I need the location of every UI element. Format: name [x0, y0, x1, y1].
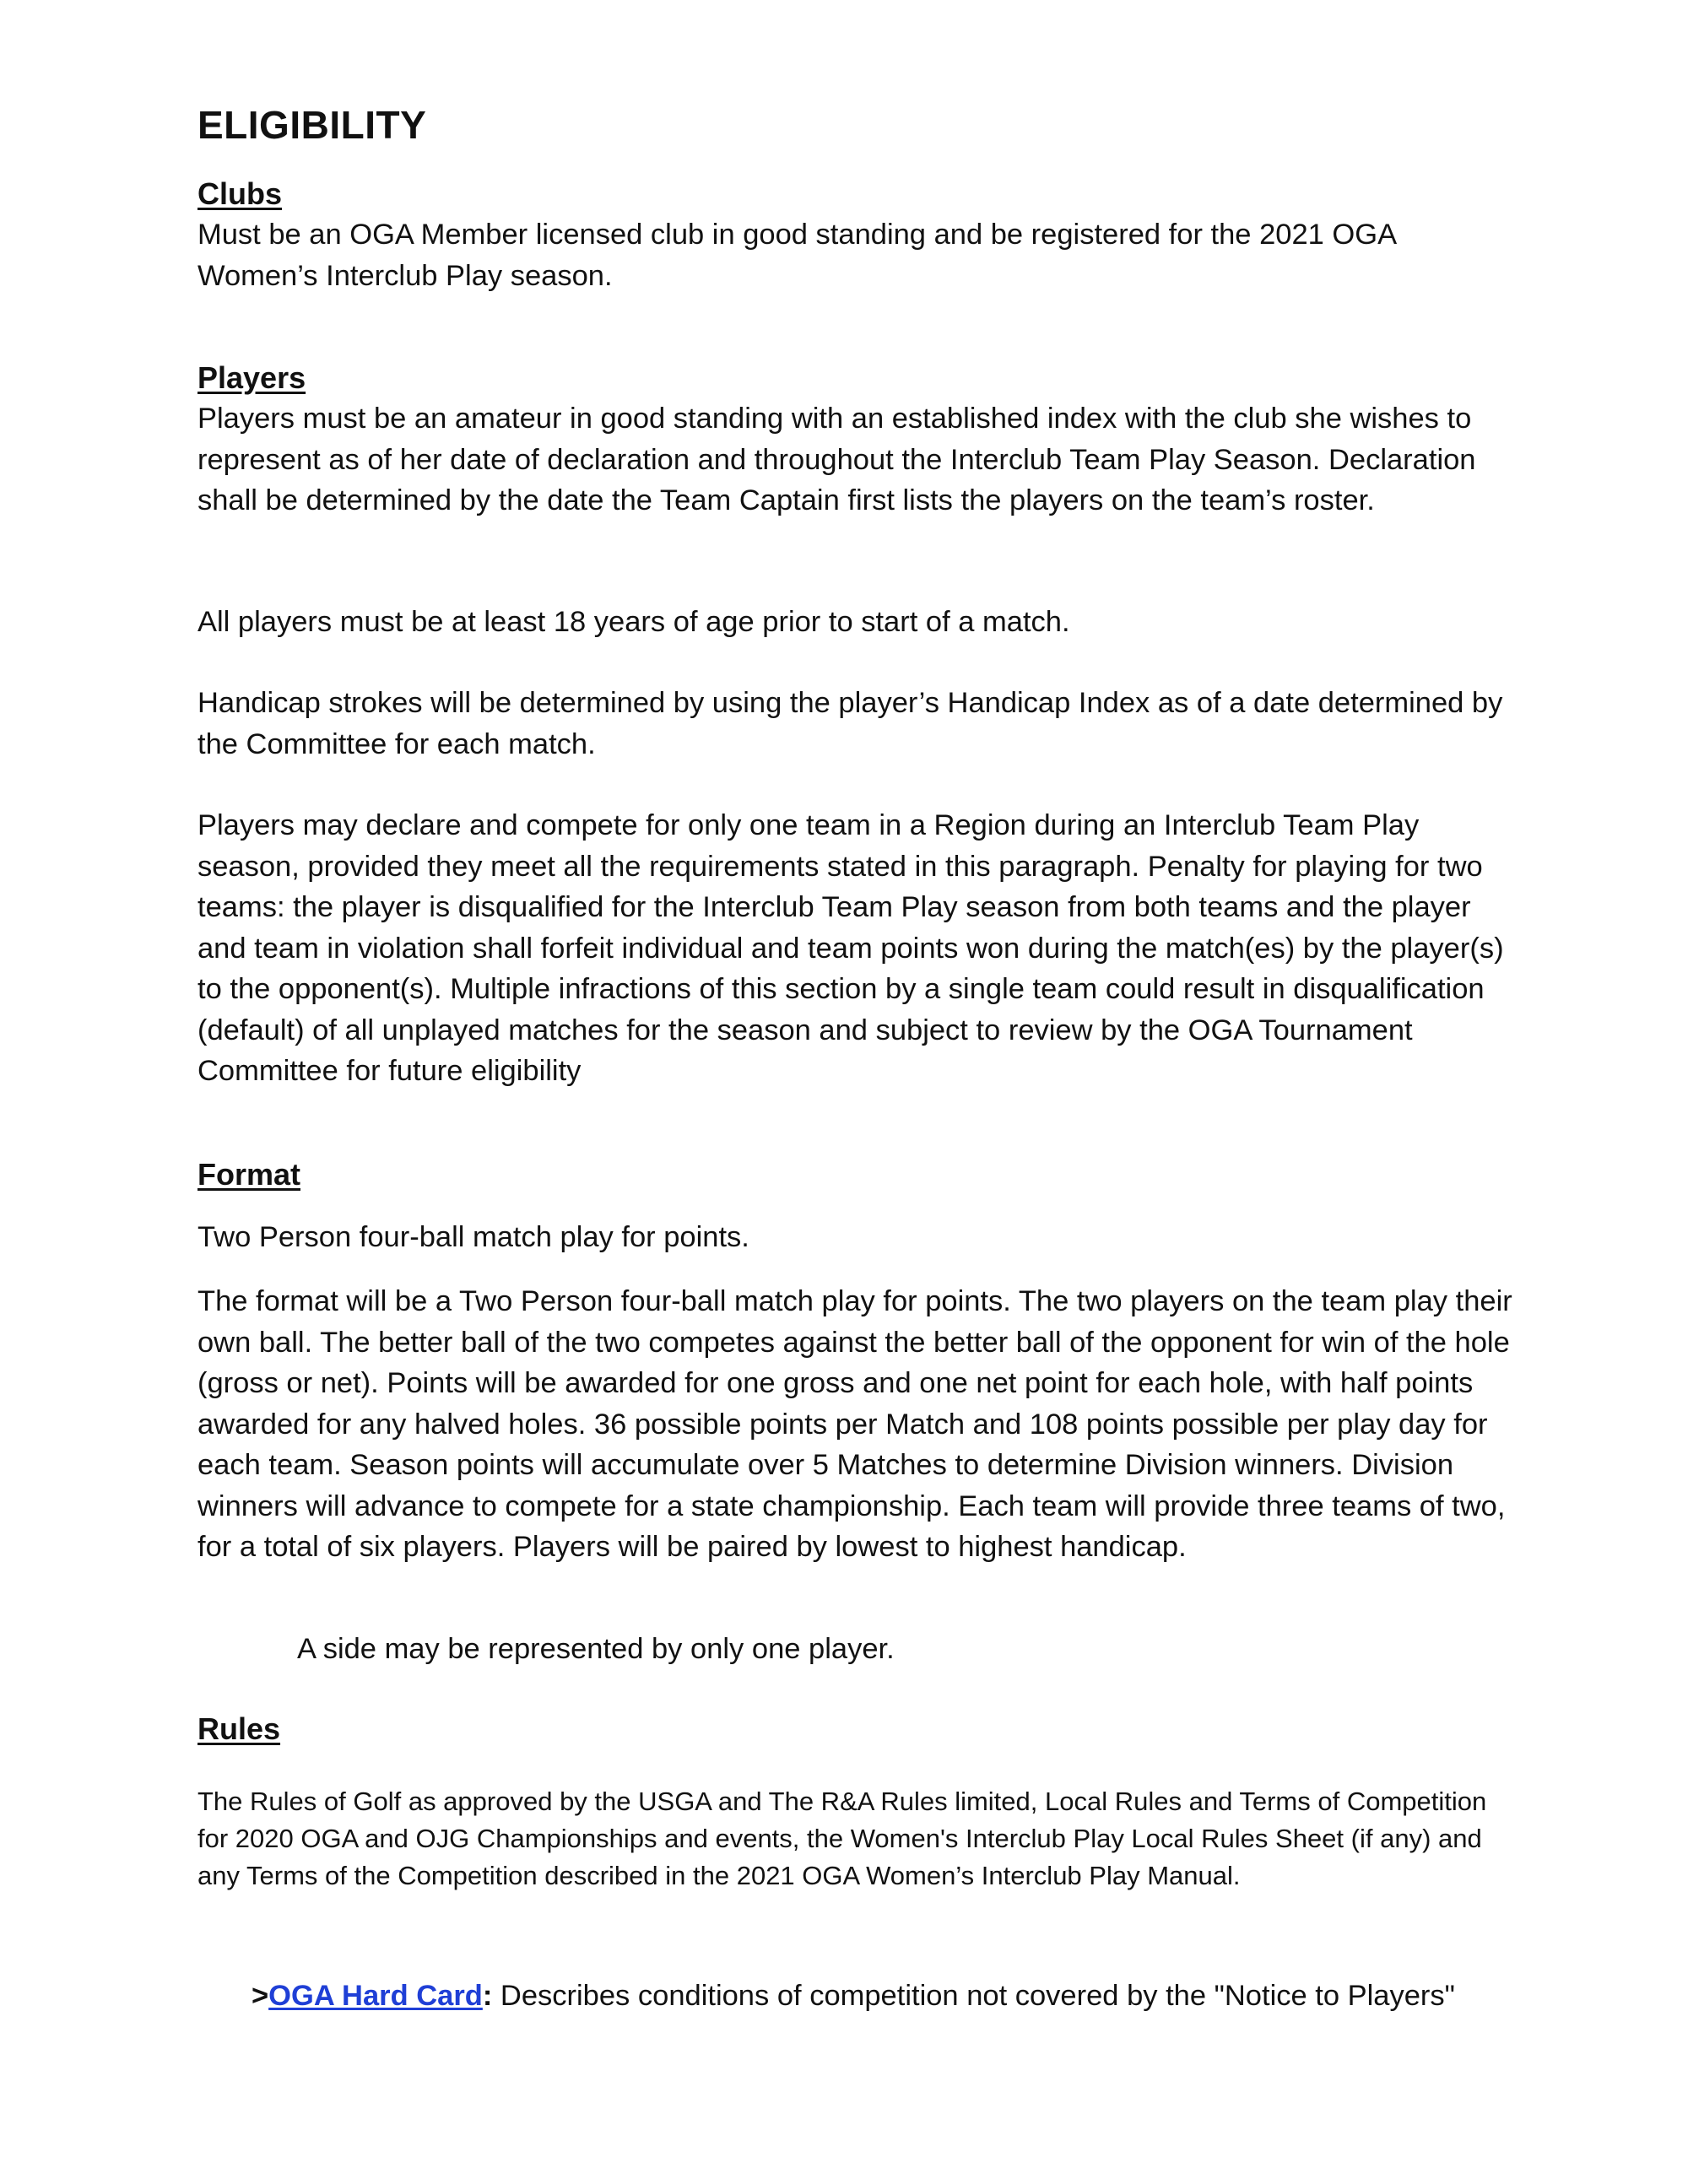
oga-hard-card-link[interactable]: OGA Hard Card	[268, 1980, 483, 2012]
hard-card-line	[197, 1976, 1514, 2017]
rules-heading: Rules	[197, 1711, 281, 1746]
format-paragraph-3: A side may be represented by only one player.	[297, 1633, 895, 1665]
players-paragraph-3: Handicap strokes will be determined by using the player’s Handicap Index as of a date determined by the Committee for each match.	[197, 687, 1503, 760]
rules-text: The Rules of Golf as approved by the USGA and The R&A Rules limited, Local Rules and Terms of Competition for 2020 OGA and OJG Championships and events, the Women's Interclub Play Local Rules Sheet (if any) and any Terms of the Competition described in the 2021 OGA Women’s Interclub Play Manual.	[197, 1787, 1487, 1890]
format-paragraph-2: The format will be a Two Person four-ball match play for points. The two players on the team play their own ball. The better ball of the two competes against the better ball of the opponent for win of the hole (gross or net). Points will be awarded for one gross and one net point for each hole, with half points awarded for any halved holes. 36 possible points per Match and 108 points possible per play day for each team. Season points will accumulate over 5 Matches to determine Division winners. Division winners will advance to compete for a state championship. Each team will provide three teams of two, for a total of six players. Players will be paired by lowest to highest handicap.	[197, 1285, 1512, 1563]
clubs-heading: Clubs	[197, 176, 283, 211]
format-heading: Format	[197, 1157, 301, 1192]
players-paragraph-2: All players must be at least 18 years of age prior to start of a match.	[197, 606, 1070, 638]
hard-card-description: Describes conditions of competition not covered by the "Notice to Players"	[492, 1980, 1455, 2012]
hard-card-colon: :	[482, 1980, 493, 2012]
players-paragraph-4: Players may declare and compete for only one team in a Region during an Interclub Team Play season, provided they meet all the requirements stated in this paragraph. Penalty for playing for two teams: the player is disqualified for the Interclub Team Play season from both teams and the player and team in violation shall forfeit individual and team points won during the match(es) by the player(s) to the opponent(s). Multiple infractions of this section by a single team could result in disqualification (default) of all unplayed matches for the season and subject to review by the OGA Tournament Committee for future eligibility	[197, 809, 1504, 1087]
hard-card-prefix: >	[252, 1980, 269, 2012]
players-paragraph-1: Players must be an amateur in good standing with an established index with the club she wishes to represent as of her date of declaration and throughout the Interclub Team Play Season. Declaration shall be determined by the date the Team Captain first lists the players on the team’s roster.	[197, 403, 1476, 516]
players-heading: Players	[197, 360, 306, 395]
format-paragraph-1: Two Person four-ball match play for points.	[197, 1221, 749, 1253]
page-title: ELIGIBILITY	[197, 103, 427, 147]
clubs-text: Must be an OGA Member licensed club in good standing and be registered for the 2021 OGA Women’s Interclub Play season.	[197, 219, 1396, 292]
